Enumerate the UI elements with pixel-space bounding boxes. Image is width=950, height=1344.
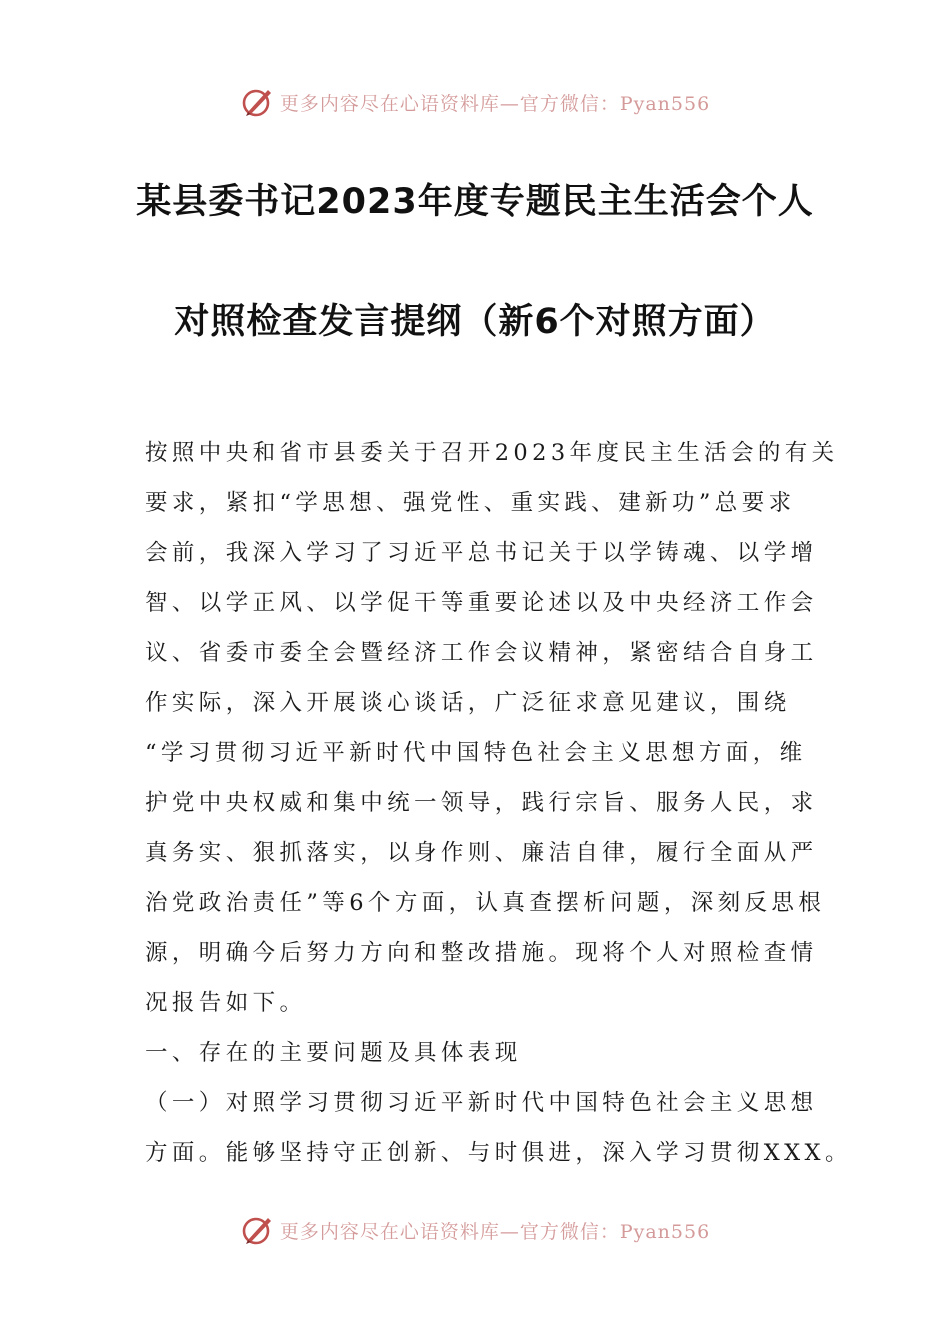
document-title-line-1: 某县委书记2023年度专题民主生活会个人 xyxy=(136,182,814,222)
header-banner xyxy=(0,82,950,122)
document-body xyxy=(145,428,852,1178)
section-heading: 一、存在的主要问题及具体表现 xyxy=(145,1040,522,1066)
body-line: 方面。能够坚持守正创新、与时俱进，深入学习贯彻XXX。 xyxy=(145,1140,852,1166)
body-line: 会前，我深入学习了习近平总书记关于以学铸魂、以学增 xyxy=(145,540,818,566)
body-line: 按照中央和省市县委关于召开2023年度民主生活会的有关 xyxy=(145,440,839,466)
body-line: “学习贯彻习近平新时代中国特色社会主义思想方面，维 xyxy=(145,740,807,766)
body-line: 源，明确今后努力方向和整改措施。现将个人对照检查情 xyxy=(145,940,818,966)
pen-circle-icon xyxy=(240,1212,276,1248)
body-line: 要求，紧扣“学思想、强党性、重实践、建新功”总要求 xyxy=(145,490,796,516)
footer-banner xyxy=(0,1210,950,1250)
pen-circle-icon xyxy=(240,84,276,120)
document-title-line-2: 对照检查发言提纲（新6个对照方面） xyxy=(174,302,776,342)
body-line: 真务实、狠抓落实，以身作则、廉洁自律，履行全面从严 xyxy=(145,840,818,866)
body-line: 护党中央权威和集中统一领导，践行宗旨、服务人民，求 xyxy=(145,790,818,816)
body-line: 作实际，深入开展谈心谈话，广泛征求意见建议，围绕 xyxy=(145,690,791,716)
body-line: 智、以学正风、以学促干等重要论述以及中央经济工作会 xyxy=(145,590,818,616)
body-line: 治党政治责任”等6个方面，认真查摆析问题，深刻反思根 xyxy=(145,890,826,916)
banner-text: 更多内容尽在心语资料库—官方微信：Pyan556 xyxy=(279,92,711,115)
body-line: 况报告如下。 xyxy=(145,990,307,1016)
subsection-heading: （一）对照学习贯彻习近平新时代中国特色社会主义思想 xyxy=(145,1090,818,1116)
body-line: 议、省委市委全会暨经济工作会议精神，紧密结合自身工 xyxy=(145,640,818,666)
banner-text: 更多内容尽在心语资料库—官方微信：Pyan556 xyxy=(279,1220,711,1243)
